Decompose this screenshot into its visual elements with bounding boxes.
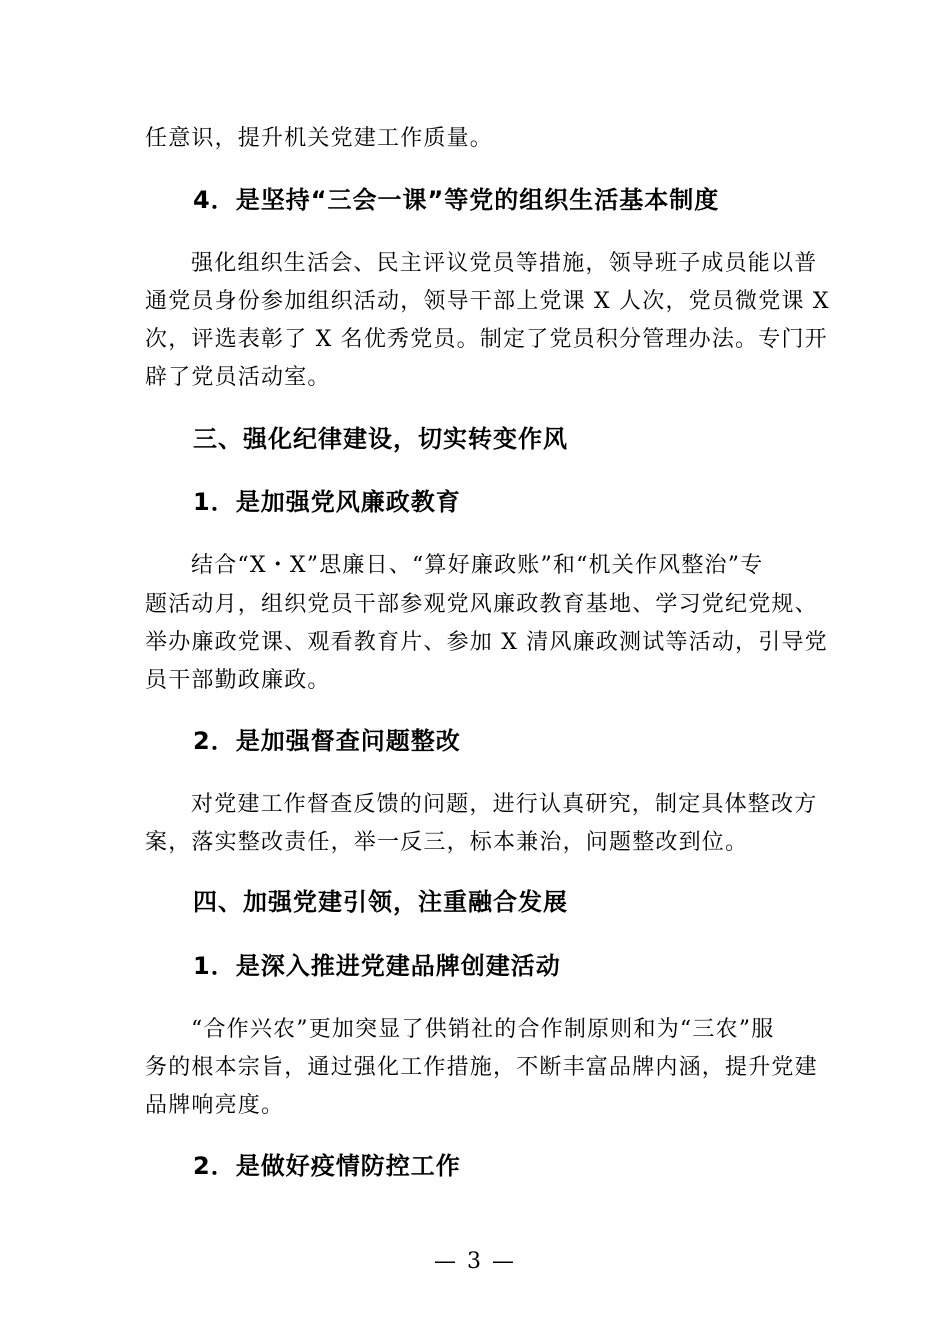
- paragraph-line: 品牌响亮度。: [145, 1093, 285, 1118]
- subheading-4: 4．是坚持“三会一课”等党的组织生活基本制度: [193, 186, 720, 214]
- paragraph-line: 对党建工作督查反馈的问题，进行认真研究，制定具体整改方: [191, 792, 818, 817]
- paragraph-line: 次，评选表彰了 X 名优秀党员。制定了党员积分管理办法。专门开: [145, 327, 828, 352]
- paragraph-line: 举办廉政党课、观看教育片、参加 X 清风廉政测试等活动，引导党: [145, 630, 828, 655]
- paragraph-line: 辟了党员活动室。: [145, 365, 331, 390]
- paragraph-line: 题活动月，组织党员干部参观党风廉政教育基地、学习党纪党规、: [145, 592, 818, 617]
- paragraph-line: 任意识，提升机关党建工作质量。: [145, 126, 494, 151]
- section-heading-4: 四、加强党建引领，注重融合发展: [193, 888, 568, 916]
- paragraph-line: 通党员身份参加组织活动，领导干部上党课 X 人次，党员微党课 X: [145, 289, 830, 314]
- subheading-3-1: 1．是加强党风廉政教育: [193, 488, 461, 516]
- subheading-4-1: 1．是深入推进党建品牌创建活动: [193, 952, 561, 980]
- paragraph-line: 结合“X・X”思廉日、“算好廉政账”和“机关作风整治”专: [191, 553, 764, 578]
- paragraph-line: 强化组织生活会、民主评议党员等措施，领导班子成员能以普: [191, 251, 818, 276]
- subheading-3-2: 2．是加强督查问题整改: [193, 727, 461, 755]
- section-heading-3: 三、强化纪律建设，切实转变作风: [193, 425, 568, 453]
- page-number: — 3 —: [434, 1249, 516, 1274]
- paragraph-line: “合作兴农”更加突显了供销社的合作制原则和为“三农”服: [191, 1017, 775, 1042]
- paragraph-line: 案，落实整改责任，举一反三，标本兼治，问题整改到位。: [145, 830, 749, 855]
- paragraph-line: 员干部勤政廉政。: [145, 668, 331, 693]
- paragraph-line: 务的根本宗旨，通过强化工作措施，不断丰富品牌内涵，提升党建: [145, 1055, 818, 1080]
- subheading-4-2: 2．是做好疫情防控工作: [193, 1152, 461, 1180]
